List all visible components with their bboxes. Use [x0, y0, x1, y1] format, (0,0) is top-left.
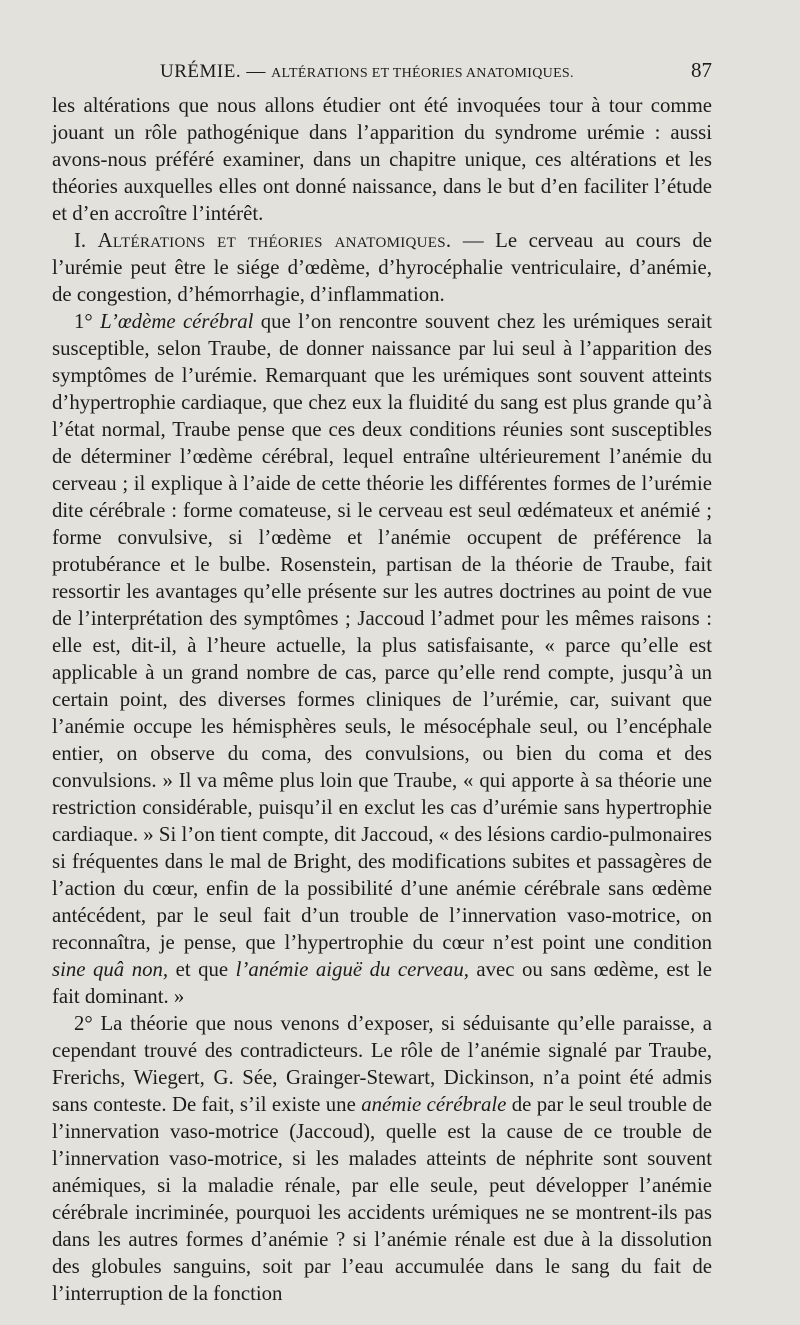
paragraph — [52, 227, 712, 308]
running-head-dash: — — [246, 61, 266, 82]
italic-text: sine quâ non, — [52, 958, 169, 981]
running-head-subtitle: ALTÉRATIONS ET THÉORIES ANATOMIQUES. — [271, 66, 574, 81]
section-heading: Altérations et théories anatomiques. — [97, 229, 452, 252]
paragraph — [52, 308, 712, 1010]
text-run: — Le cerveau au cours de l’urémie peut être le siége d’œdème, d’hyrocéphalie ventriculaire, d’anémie, de congestion, d’hémorrhagie, d’inflammation. — [52, 229, 712, 306]
text-run: 1° — [74, 310, 101, 333]
italic-text: L’œdème cérébral — [100, 310, 254, 333]
paragraph — [52, 1010, 712, 1307]
body-text — [52, 92, 712, 1307]
text-run: les altérations que nous allons étudier ont été invoquées tour à tour comme jouant un rôle pathogénique dans l’apparition du syndrome urémie : aussi avons-nous préféré examiner, dans un chapitre unique, ces altérations et les théories auxquelles elles ont donné naissance, dans le but d’en faciliter l’étude et d’en accroître l’intérêt. — [52, 94, 712, 225]
italic-text: l’anémie aiguë du cerveau, — [235, 958, 469, 981]
italic-text: anémie cérébrale — [361, 1093, 507, 1116]
text-run: que l’on rencontre souvent chez les urémiques serait susceptible, selon Traube, de donner naissance par lui seul à l’apparition des symptômes de l’urémie. Remarquant que les urémiques sont souvent atteints d’hypertrophie cardiaque, que chez eux la fluidité du sang est plus grande qu’à l’état normal, Traube pense que ces deux conditions réunies sont susceptibles de déterminer l’œdème cérébral, lequel entraîne ultérieurement l’anémie du cerveau ; il explique à l’aide de cette théorie les différentes formes de l’urémie dite cérébrale : forme comateuse, si le cerveau est seul œdémateux et anémié ; forme convulsive, si l’œdème et l’anémie occupent de préférence la protubérance et le bulbe. Rosenstein, partisan de la théorie de Traube, fait ressortir les avantages qu’elle présente sur les autres doctrines au point de vue de l’interprétation des symptômes ; Jaccoud l’admet pour les mêmes raisons : elle est, dit-il, à l’heure actuelle, la plus satisfaisante, « parce qu’elle est applicable à un grand nombre de cas, parce qu’elle rend compte, jusqu’à un certain point, des diverses formes cliniques de l’urémie, car, suivant que l’anémie occupe les hémisphères seuls, le mésocéphale seul, ou l’encéphale entier, on observe du coma, des convulsions, ou bien du coma et des convulsions. » Il va même plus loin que Traube, « qui apporte à sa théorie une restriction considérable, puisqu’il en exclut les cas d’urémie sans hypertrophie cardiaque. » Si l’on tient compte, dit Jaccoud, « des lésions cardio-pulmonaires si fréquentes dans le mal de Bright, des modifications subites et passagères de l’action du cœur, enfin de la possibilité d’une anémie cérébrale sans œdème antécédent, par le seul fait d’un trouble de l’innervation vaso-motrice, on reconnaîtra, je pense, que l’hypertrophie du cœur n’est point une condition — [52, 310, 712, 954]
text-run: de par le seul trouble de l’innervation vaso-motrice (Jaccoud), quelle est la cause de ce trouble de l’innervation vaso-motrice, si les malades atteints de néphrite sont souvent anémiques, si la maladie rénale, par elle seule, peut développer l’anémie cérébrale incriminée, pourquoi les accidents urémiques ne se montrent-ils pas dans les autres formes d’anémie ? si l’anémie rénale est due à la dissolution des globules sanguins, soit par l’eau accumulée dans le sang du fait de l’interruption de la fonction — [52, 1093, 712, 1305]
paragraph — [52, 92, 712, 227]
text-run: 2° La théorie que nous venons d’exposer, si séduisante qu’elle paraisse, a cependant trouvé des contradicteurs. Le rôle de l’anémie signalé par Traube, Frerichs, Wiegert, G. Sée, Grainger-Stewart, Dickinson, n’a point été admis sans conteste. De fait, s’il existe une — [52, 1012, 712, 1116]
text-run: avec ou sans œdème, est le fait dominant. » — [52, 958, 712, 1008]
page-number: 87 — [691, 58, 712, 82]
running-head-main: URÉMIE. — [160, 61, 242, 82]
running-head — [160, 58, 712, 92]
text-run: et que — [168, 958, 236, 981]
text-run: I. — [74, 229, 98, 252]
running-head-title — [160, 61, 574, 83]
